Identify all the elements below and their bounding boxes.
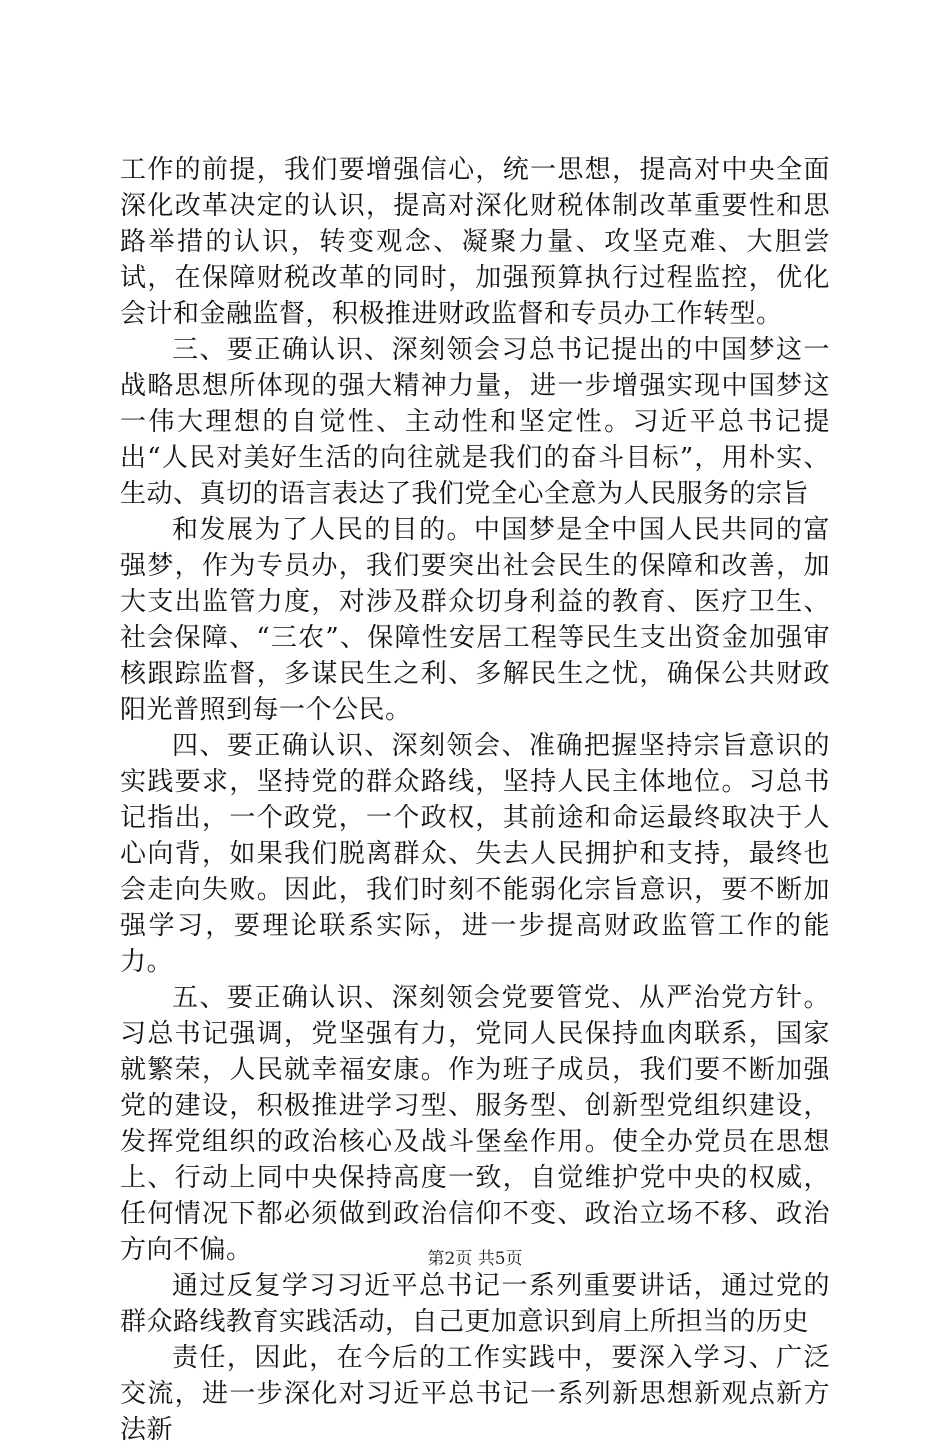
paragraph-conclusion: 通过反复学习习近平总书记一系列重要讲话，通过党的群众路线教育实践活动，自己更加意识到肩上所担当的历史: [120, 1271, 830, 1337]
paragraph-point-four: 四、要正确认识、深刻领会、准确把握坚持宗旨意识的实践要求，坚持党的群众路线，坚持人民主体地位。习总书记指出，一个政党，一个政权，其前途和命运最终取决于人心向背，如果我们脱离群众、失去人民拥护和支持，最终也会走向失败。因此，我们时刻不能弱化宗旨意识，要不断加强学习，要理论联系实际，进一步提高财政监管工作的能力。: [120, 731, 830, 977]
paragraph-responsibility: 责任，因此，在今后的工作实践中，要深入学习、广泛交流，进一步深化对习近平总书记一系列新思想新观点新方法新: [120, 1343, 830, 1445]
paragraph-point-three: 三、要正确认识、深刻领会习总书记提出的中国梦这一战略思想所体现的强大精神力量，进一步增强实现中国梦这一伟大理想的自觉性、主动性和坚定性。习近平总书记提出“人民对美好生活的向往就是我们的奋斗目标”，用朴实、生动、真切的语言表达了我们党全心全意为人民服务的宗旨: [120, 335, 830, 509]
paragraph-continued: 工作的前提，我们要增强信心，统一思想，提高对中央全面深化改革决定的认识，提高对深化财税体制改革重要性和思路举措的认识，转变观念、凝聚力量、攻坚克难、大胆尝试，在保障财税改革的同时，加强预算执行过程监控，优化会计和金融监督，积极推进财政监督和专员办工作转型。: [120, 155, 830, 329]
page-number-footer: 第2页 共5页: [427, 1249, 523, 1269]
paragraph-point-five: 五、要正确认识、深刻领会党要管党、从严治党方针。习总书记强调，党坚强有力，党同人民保持血肉联系，国家就繁荣，人民就幸福安康。作为班子成员，我们要不断加强党的建设，积极推进学习型、服务型、创新型党组织建设，发挥党组织的政治核心及战斗堡垒作用。使全办党员在思想上、行动上同中央保持高度一致，自觉维护党中央的权威，任何情况下都必须做到政治信仰不变、政治立场不移、政治方向不偏。: [120, 983, 830, 1265]
paragraph-chinese-dream: 和发展为了人民的目的。中国梦是全中国人民共同的富强梦，作为专员办，我们要突出社会民生的保障和改善，加大支出监管力度，对涉及群众切身利益的教育、医疗卫生、社会保障、“三农”、保障性安居工程等民生支出资金加强审核跟踪监督，多谋民生之利、多解民生之忧，确保公共财政阳光普照到每一个公民。: [120, 515, 830, 725]
